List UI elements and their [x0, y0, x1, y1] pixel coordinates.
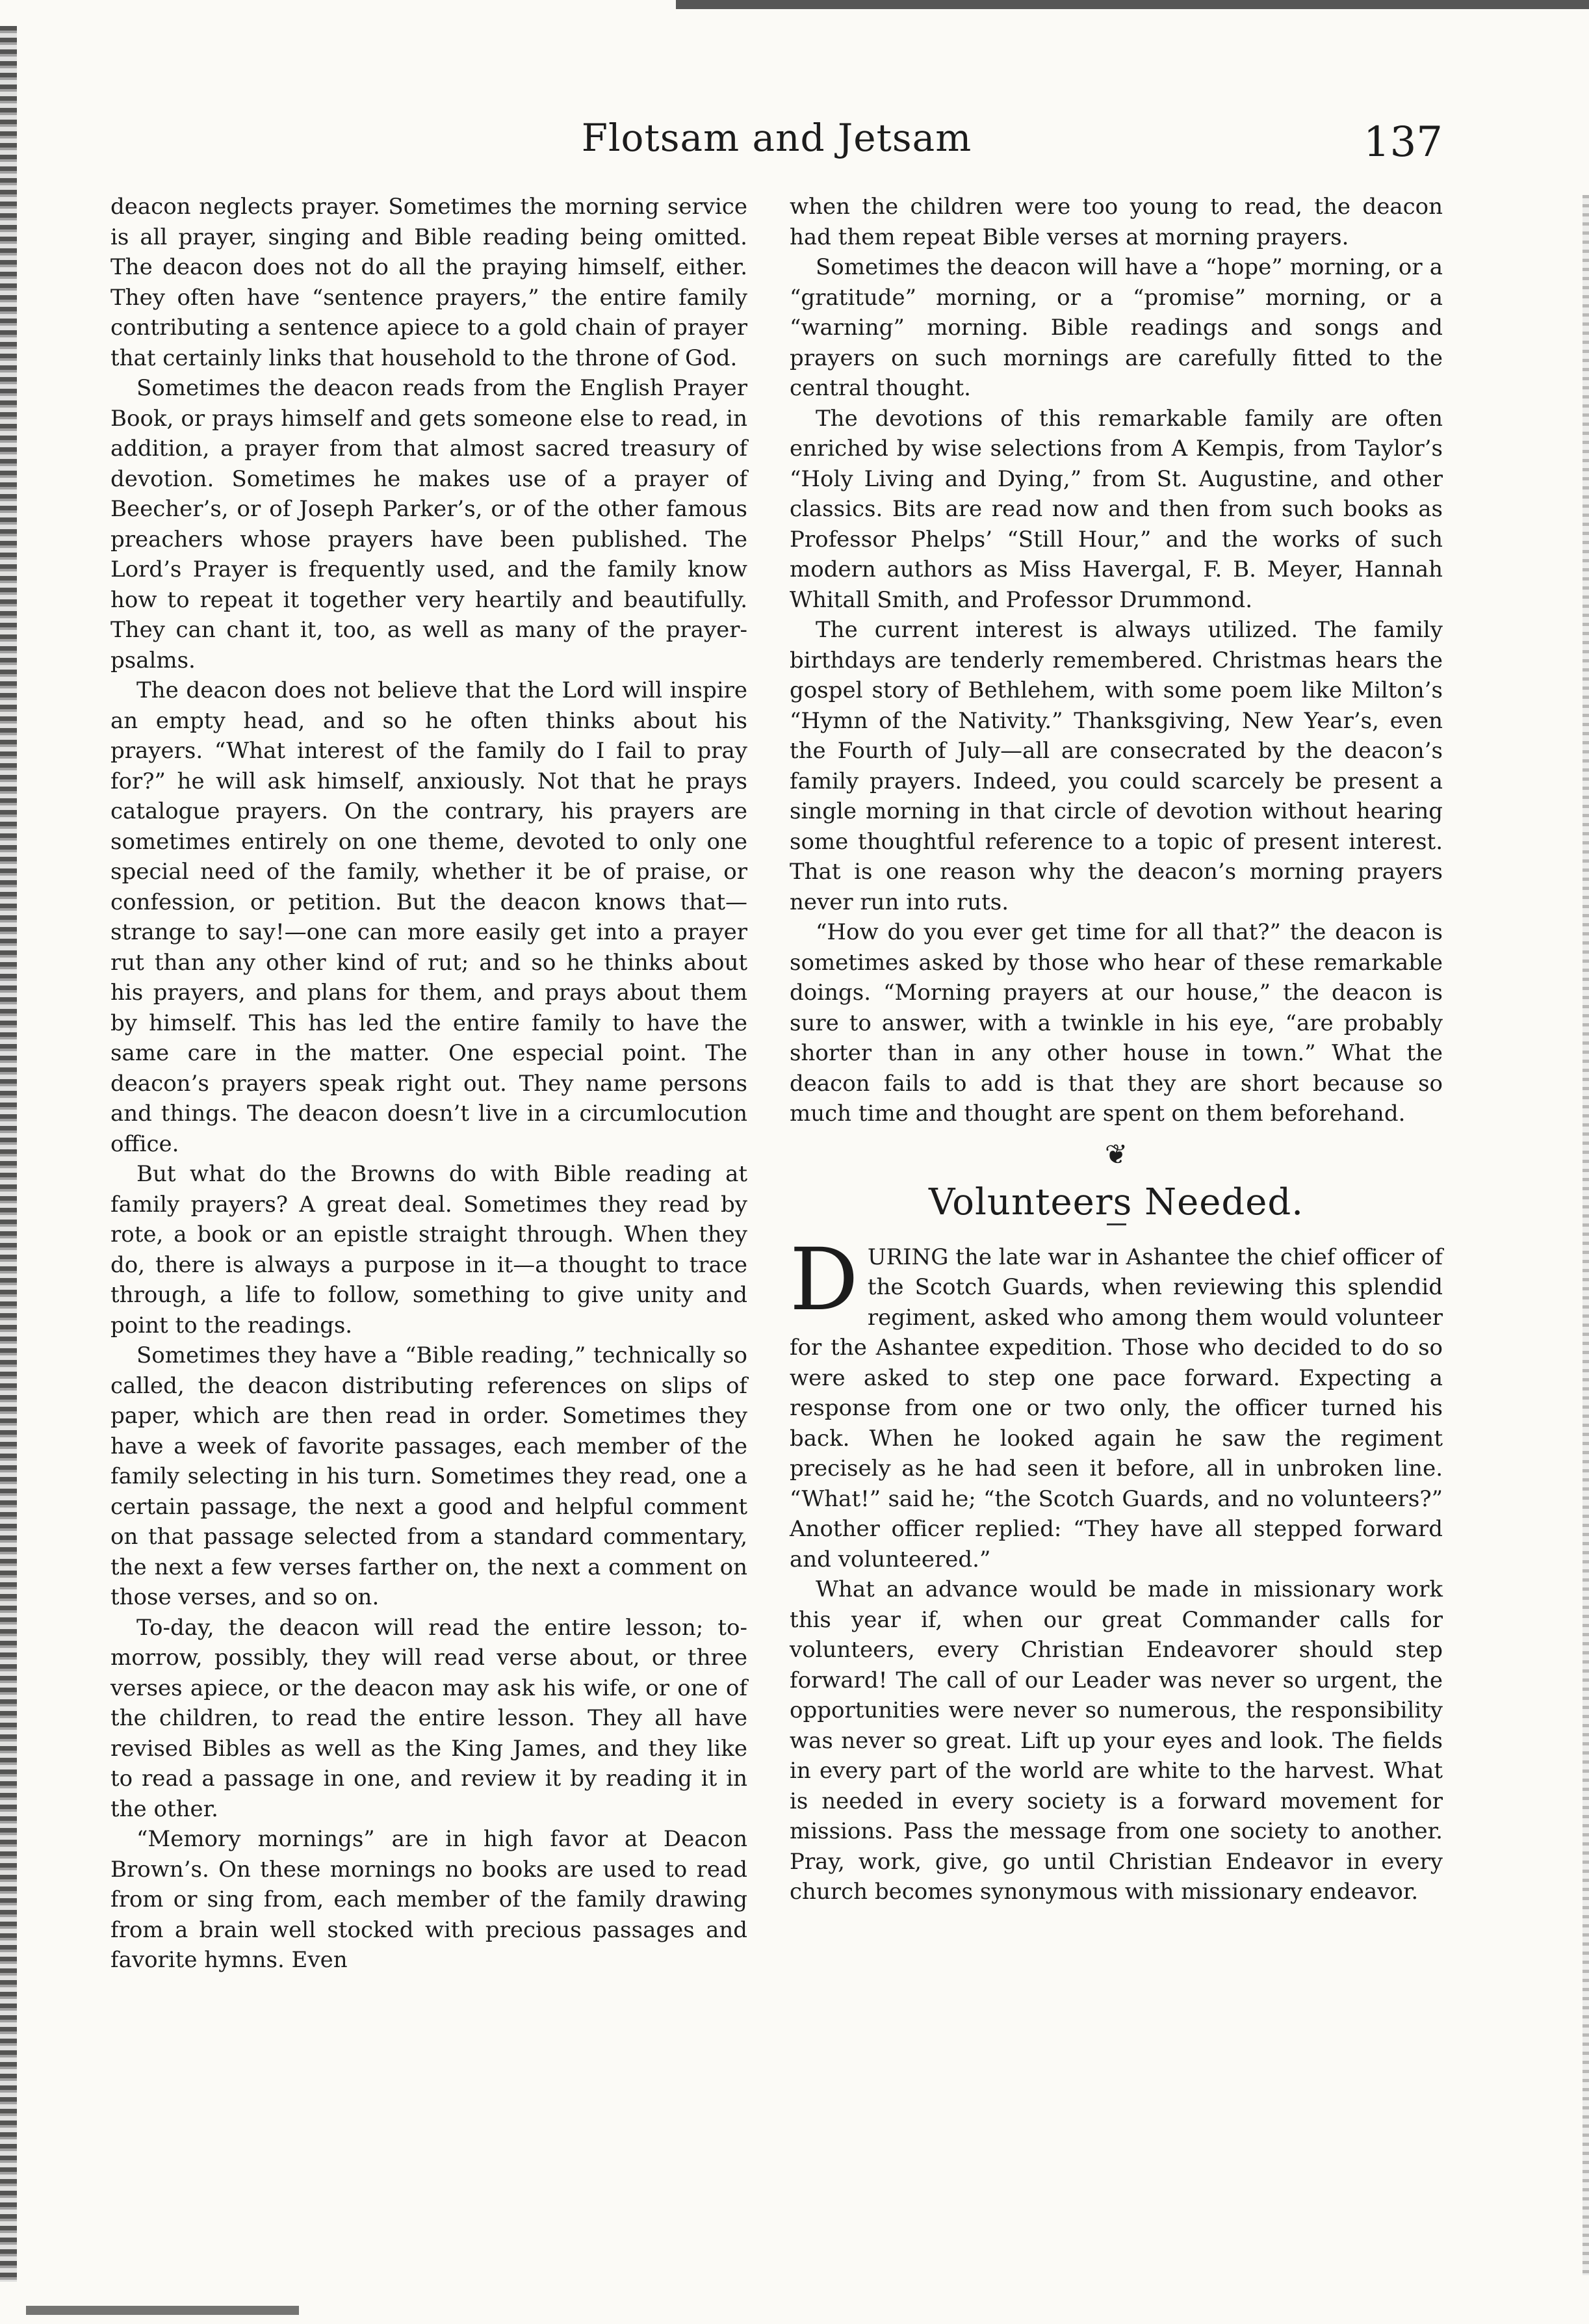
- paragraph: Sometimes the deacon reads from the English Prayer Book, or prays himself and gets someone else to read, in addition, a prayer from that almost sacred treasury of devotion. Sometimes he makes use of a prayer of Beecher’s, or of Joseph Parker’s, or of the other famous preachers whose prayers have been published. The Lord’s Prayer is frequently used, and the family know how to repeat it together very heartily and beautifully. They can chant it, too, as well as many of the prayer-psalms.: [110, 375, 747, 673]
- paragraph: “Memory mornings” are in high favor at Deacon Brown’s. On these mornings no books are used to read from or sing from, each member of the family drawing from a brain well stocked with precious passages and favorite hymns. Even: [110, 1826, 747, 1973]
- paragraph: The deacon does not believe that the Lord will inspire an empty head, and so he often thinks about his prayers. “What interest of the family do I fail to pray for?” he will ask himself, anxiously. Not that he prays catalogue prayers. On the contrary, his prayers are sometimes entirely on one theme, devoted to only one special need of the family, whether it be of praise, or confession, or petition. But the deacon knows that—strange to say!—one can more easily get into a prayer rut than any other kind of rut; and so he thinks about his prayers, and plans for them, and prays about them by himself. This has led the entire family to have the same care in the matter. One especial point. The deacon’s prayers speak right out. They name persons and things. The deacon doesn’t live in a circumlocution office.: [110, 677, 747, 1157]
- drop-cap: D: [790, 1229, 859, 1330]
- scan-edge-top: [676, 0, 1589, 9]
- paragraph: To-day, the deacon will read the entire lesson; to-morrow, possibly, they will read verse about, or three verses apiece, or the deacon may ask his wife, or one of the children, to read the entire lesson. They all have revised Bibles as well as the King James, and they like to read a passage in one, and review it by reading it in the other.: [110, 1614, 747, 1822]
- paragraph: Sometimes they have a “Bible reading,” technically so called, the deacon distributing references on slips of paper, which are then read in order. Sometimes they have a week of favorite passages, each member of the family selecting in his turn. Sometimes they read, one a certain passage, the next a good and helpful comment on that passage selected from a standard commentary, the next a few verses farther on, the next a comment on those verses, and so on.: [110, 1342, 747, 1610]
- running-title: Flotsam and Jetsam: [581, 116, 972, 160]
- section-first-paragraph: [790, 1229, 1443, 1575]
- section-title: Volunteers Needed.: [928, 1181, 1304, 1223]
- paragraph: The current interest is always utilized. The family birthdays are tenderly remembered. Christmas hears the gospel story of Bethlehem, with some poem like Milton’s “Hymn of the Nativity.” Thanksgiving, New Year’s, even the Fourth of July—all are consecrated by the deacon’s family prayers. Indeed, you could scarcely be present a single morning in that circle of devotion without hearing some thoughtful reference to a topic of present interest. That is one reason why the deacon’s morning prayers never run into ruts.: [790, 617, 1443, 915]
- first-paragraph-text: URING the late war in Ashantee the chief officer of the Scotch Guards, when reviewing this splendid regiment, asked who among them would volunteer for the Ashantee expedition. Those who decided to do so were asked to step one pace forward. Expecting a response from one or two only, the officer turned his back. When he looked again he saw the regiment precisely as he had seen it before, all in unbroken line. “What!” said he; “the Scotch Guards, and no volunteers?” Another officer replied: “They have all stepped forward and volunteered.”: [790, 1244, 1443, 1573]
- scan-edge-left: [0, 26, 17, 2282]
- scan-edge-right: [1583, 195, 1589, 2275]
- paragraph: when the children were too young to read, the deacon had them repeat Bible verses at morning prayers.: [790, 194, 1443, 250]
- left-column: [110, 192, 747, 1976]
- paragraph: Sometimes the deacon will have a “hope” morning, or a “gratitude” morning, or a “promise” morning, or a “warning” morning. Bible readings and songs and prayers on such mornings are carefully fitted to the central thought.: [790, 254, 1443, 401]
- page-number: 137: [1363, 118, 1443, 166]
- paragraph: The devotions of this remarkable family are often enriched by wise selections from A Kempis, from Taylor’s “Holy Living and Dying,” from St. Augustine, and other classics. Bits are read now and then from such books as Professor Phelps’ “Still Hour,” and the works of such modern authors as Miss Havergal, F. B. Meyer, Hannah Whitall Smith, and Professor Drummond.: [790, 405, 1443, 613]
- scan-edge-bottom: [26, 2306, 299, 2315]
- paragraph: But what do the Browns do with Bible reading at family prayers? A great deal. Sometimes they read by rote, a book or an epistle straight through. When they do, there is always a purpose in it—a thought to trace through, a life to follow, something to give unity and point to the readings.: [110, 1161, 747, 1338]
- paragraph: deacon neglects prayer. Sometimes the morning service is all prayer, singing and Bible reading being omitted. The deacon does not do all the praying himself, either. They often have “sentence prayers,” the entire family contributing a sentence apiece to a gold chain of prayer that certainly links that household to the throne of God.: [110, 194, 747, 371]
- right-column: [790, 192, 1443, 1907]
- paragraph: What an advance would be made in missionary work this year if, when our great Commander calls for volunteers, every Christian Endeavorer should step forward! The call of our Leader was never so urgent, the opportunities were never so numerous, the responsibility was never so great. Lift up your eyes and look. The fields in every part of the world are white to the harvest. What is needed in every society is a forward movement for missions. Pass the message from one society to another. Pray, work, give, go until Christian Endeavor in every church becomes synonymous with missionary endeavor.: [790, 1576, 1443, 1905]
- paragraph: “How do you ever get time for all that?” the deacon is sometimes asked by those who hear of these remarkable doings. “Morning prayers at our house,” the deacon is sure to answer, with a twinkle in his eye, “are probably shorter than in any other house in town.” What the deacon fails to add is that they are short because so much time and thought are spent on them beforehand.: [790, 919, 1443, 1127]
- ornament-icon: ❦: [1104, 1138, 1128, 1170]
- page-header: [110, 111, 1443, 176]
